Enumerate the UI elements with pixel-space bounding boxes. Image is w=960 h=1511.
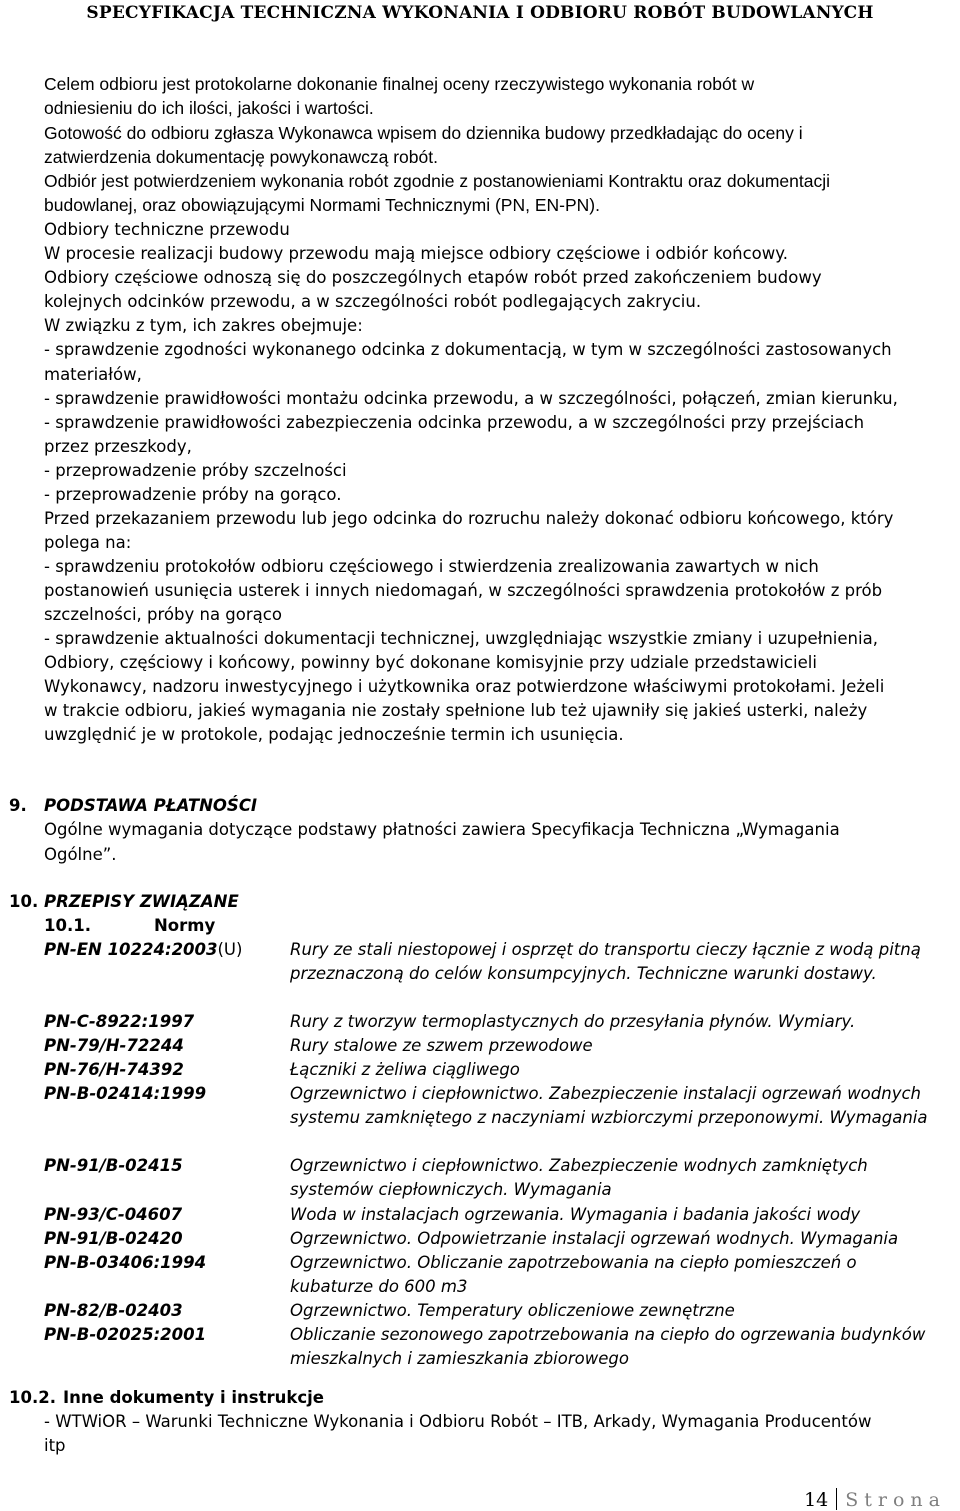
body-line: - sprawdzeniu protokołów odbioru częściowego i stwierdzenia zrealizowania zawartych w nich bbox=[44, 557, 819, 576]
standard-description: Rury ze stali niestopowej i osprzęt do transportu cieczy łącznie z wodą pitną przeznaczoną do celów konsumpcyjnych. Techniczne warunki dostawy. bbox=[290, 940, 921, 983]
page-number: 14 bbox=[804, 1489, 829, 1511]
body-line: - przeprowadzenie próby szczelności bbox=[44, 461, 347, 480]
footer-separator bbox=[836, 1488, 837, 1510]
subsection-10-1-title: Normy bbox=[154, 916, 216, 935]
standard-description: Rury stalowe ze szwem przewodowe bbox=[290, 1036, 593, 1055]
body-line: - przeprowadzenie próby na gorąco. bbox=[44, 485, 342, 504]
standard-description: Łączniki z żeliwa ciągliwego bbox=[290, 1060, 520, 1079]
body-line: W związku z tym, ich zakres obejmuje: bbox=[44, 316, 363, 335]
body-line: Przed przekazaniem przewodu lub jego odcinka do rozruchu należy dokonać odbioru końcowego, który bbox=[44, 509, 894, 528]
body-line: Celem odbioru jest protokolarne dokonanie finalnej oceny rzeczywistego wykonania robót w bbox=[44, 74, 755, 94]
body-line: kolejnych odcinków przewodu, a w szczególności robót podlegających zakryciu. bbox=[44, 292, 702, 311]
standard-description: Ogrzewnictwo. Obliczanie zapotrzebowania na ciepło pomieszczeń o kubaturze do 600 m3 bbox=[290, 1253, 857, 1296]
standard-description: Ogrzewnictwo i ciepłownictwo. Zabezpieczenie instalacji ogrzewań wodnych systemu zamkniętego z naczyniami wzbiorczymi przeponowymi. Wymagania bbox=[290, 1084, 928, 1127]
body-line: W procesie realizacji budowy przewodu mają miejsce odbiory częściowe i odbiór końcowy. bbox=[44, 244, 788, 263]
subsection-10-2-title: Inne dokumenty i instrukcje bbox=[63, 1388, 324, 1407]
body-line: zatwierdzenia dokumentację powykonawczą robót. bbox=[44, 147, 438, 167]
page-word: Strona bbox=[845, 1489, 946, 1511]
body-line: uwzględnić je w protokole, podając jednocześnie termin ich usunięcia. bbox=[44, 725, 624, 744]
body-line: - sprawdzenie zgodności wykonanego odcinka z dokumentacją, w tym w szczególności zastosowanych bbox=[44, 340, 892, 359]
standard-code: PN-B-02414:1999 bbox=[44, 1084, 207, 1103]
standard-code: PN-91/B-02415 bbox=[44, 1156, 183, 1175]
section-9-text: Ogólne wymagania dotyczące podstawy płatności zawiera Specyfikacja Techniczna „Wymagania bbox=[44, 820, 840, 839]
body-line: Odbiory techniczne przewodu bbox=[44, 220, 290, 239]
standard-code: PN-82/B-02403 bbox=[44, 1301, 183, 1320]
subsection-10-1-number: 10.1. bbox=[44, 916, 91, 935]
other-docs-line: itp bbox=[44, 1436, 66, 1455]
standard-code: PN-EN 10224:2003(U) bbox=[44, 940, 243, 959]
standard-description: Rury z tworzyw termoplastycznych do przesyłania płynów. Wymiary. bbox=[290, 1012, 856, 1031]
standard-code: PN-91/B-02420 bbox=[44, 1229, 183, 1248]
body-line: szczelności, próby na gorąco bbox=[44, 605, 282, 624]
standard-code: PN-76/H-74392 bbox=[44, 1060, 184, 1079]
body-line: - sprawdzenie prawidłowości montażu odcinka przewodu, a w szczególności, połączeń, zmian kierunku, bbox=[44, 389, 898, 408]
standard-code: PN-B-02025:2001 bbox=[44, 1325, 207, 1344]
body-line: Odbiory, częściowy i końcowy, powinny być dokonane komisyjnie przy udziale przedstawicieli bbox=[44, 653, 817, 672]
section-9-title: PODSTAWA PŁATNOŚCI bbox=[44, 796, 258, 815]
body-line: Odbiór jest potwierdzeniem wykonania robót zgodnie z postanowieniami Kontraktu oraz dokumentacji bbox=[44, 171, 830, 191]
standard-description: Woda w instalacjach ogrzewania. Wymagania i badania jakości wody bbox=[290, 1205, 861, 1224]
other-docs-line: - WTWiOR – Warunki Techniczne Wykonania i Odbioru Robót – ITB, Arkady, Wymagania Producentów bbox=[44, 1412, 872, 1431]
body-line: Gotowość do odbioru zgłasza Wykonawca wpisem do dziennika budowy przedkładając do oceny i bbox=[44, 123, 803, 143]
body-line: - sprawdzenie aktualności dokumentacji technicznej, uwzględniając wszystkie zmiany i uzupełnienia, bbox=[44, 629, 878, 648]
body-line: Odbiory częściowe odnoszą się do poszczególnych etapów robót przed zakończeniem budowy bbox=[44, 268, 822, 287]
standard-description: Obliczanie sezonowego zapotrzebowania na ciepło do ogrzewania budynków mieszkalnych i zamieszkania zbiorowego bbox=[290, 1325, 926, 1368]
standard-description: Ogrzewnictwo. Temperatury obliczeniowe zewnętrzne bbox=[290, 1301, 735, 1320]
standard-code: PN-C-8922:1997 bbox=[44, 1012, 195, 1031]
standard-description: Ogrzewnictwo i ciepłownictwo. Zabezpieczenie wodnych zamkniętych systemów ciepłowniczych. Wymagania bbox=[290, 1156, 868, 1199]
body-line: polega na: bbox=[44, 533, 132, 552]
body-line: budowlanej, oraz obowiązującymi Normami Technicznymi (PN, EN-PN). bbox=[44, 195, 600, 215]
section-9-text: Ogólne”. bbox=[44, 845, 117, 864]
page-footer bbox=[804, 1488, 946, 1511]
body-line: postanowień usunięcia usterek i innych niedomagań, w szczególności sprawdzenia protokołów z prób bbox=[44, 581, 883, 600]
body-line: odniesieniu do ich ilości, jakości i wartości. bbox=[44, 98, 374, 118]
standard-code: PN-79/H-72244 bbox=[44, 1036, 184, 1055]
section-10-number: 10. bbox=[9, 892, 39, 911]
body-line: - sprawdzenie prawidłowości zabezpieczenia odcinka przewodu, a w szczególności przy przejściach bbox=[44, 413, 865, 432]
page-header: SPECYFIKACJA TECHNICZNA WYKONANIA I ODBIORU ROBÓT BUDOWLANYCH bbox=[86, 3, 874, 23]
subsection-10-2-number: 10.2. bbox=[9, 1388, 56, 1407]
standard-code: PN-93/C-04607 bbox=[44, 1205, 183, 1224]
body-line: przez przeszkody, bbox=[44, 437, 192, 456]
body-line: Wykonawcy, nadzoru inwestycyjnego i użytkownika oraz potwierdzone właściwymi protokołami. Jeżeli bbox=[44, 677, 885, 696]
body-line: w trakcie odbioru, jakieś wymagania nie zostały spełnione lub też ujawniły się jakieś usterki, należy bbox=[44, 701, 868, 720]
standard-code: PN-B-03406:1994 bbox=[44, 1253, 207, 1272]
body-line: materiałów, bbox=[44, 365, 142, 384]
section-10-title: PRZEPISY ZWIĄZANE bbox=[44, 892, 239, 911]
section-9-number: 9. bbox=[9, 796, 27, 815]
standard-description: Ogrzewnictwo. Odpowietrzanie instalacji ogrzewań wodnych. Wymagania bbox=[290, 1229, 899, 1248]
